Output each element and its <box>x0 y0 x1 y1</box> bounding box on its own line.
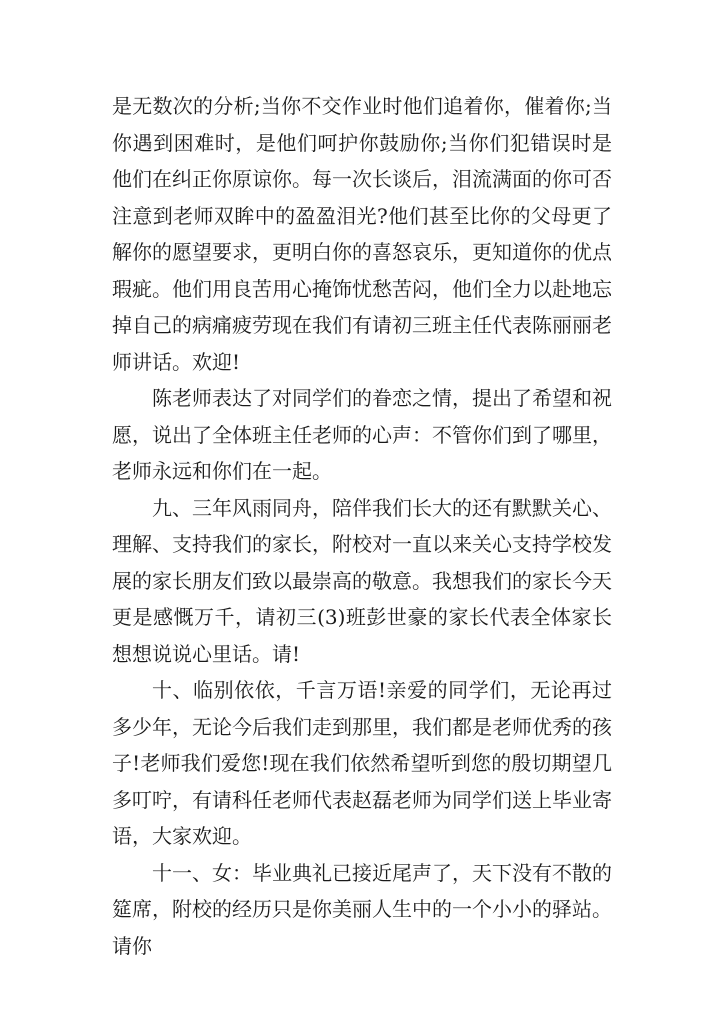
paragraph-3: 九、三年风雨同舟，陪伴我们长大的还有默默关心、理解、支持我们的家长，附校对一直以来关心支持学校发展的家长朋友们致以最崇高的敬意。我想我们的家长今天更是感慨万千，请初三(3)班彭世豪的家长代表全体家长想想说说心里话。请! <box>112 495 612 666</box>
paragraph-1: 是无数次的分析;当你不交作业时他们追着你，催着你;当你遇到困难时，是他们呵护你鼓励你;当你们犯错误时是他们在纠正你原谅你。每一次长谈后，泪流满面的你可否注意到老师双眸中的盈盈泪光?他们甚至比你的父母更了解你的愿望要求，更明白你的喜怒哀乐，更知道你的优点瑕疵。他们用良苦用心掩饰忧愁苦闷，他们全力以赴地忘掉自己的病痛疲劳现在我们有请初三班主任代表陈丽丽老师讲话。欢迎! <box>112 94 612 374</box>
paragraph-4: 十、临别依依，千言万语!亲爱的同学们，无论再过多少年，无论今后我们走到那里，我们都是老师优秀的孩子!老师我们爱您!现在我们依然希望听到您的殷切期望几多叮咛，有请科任老师代表赵磊老师为同学们送上毕业寄语，大家欢迎。 <box>112 678 612 848</box>
body-text <box>112 88 612 964</box>
paragraph-2: 陈老师表达了对同学们的眷恋之情，提出了希望和祝愿，说出了全体班主任老师的心声：不管你们到了哪里，老师永远和你们在一起。 <box>112 386 612 483</box>
paragraph-5: 十一、女：毕业典礼已接近尾声了，天下没有不散的筵席，附校的经历只是你美丽人生中的一个小小的驿站。请你 <box>112 860 612 958</box>
